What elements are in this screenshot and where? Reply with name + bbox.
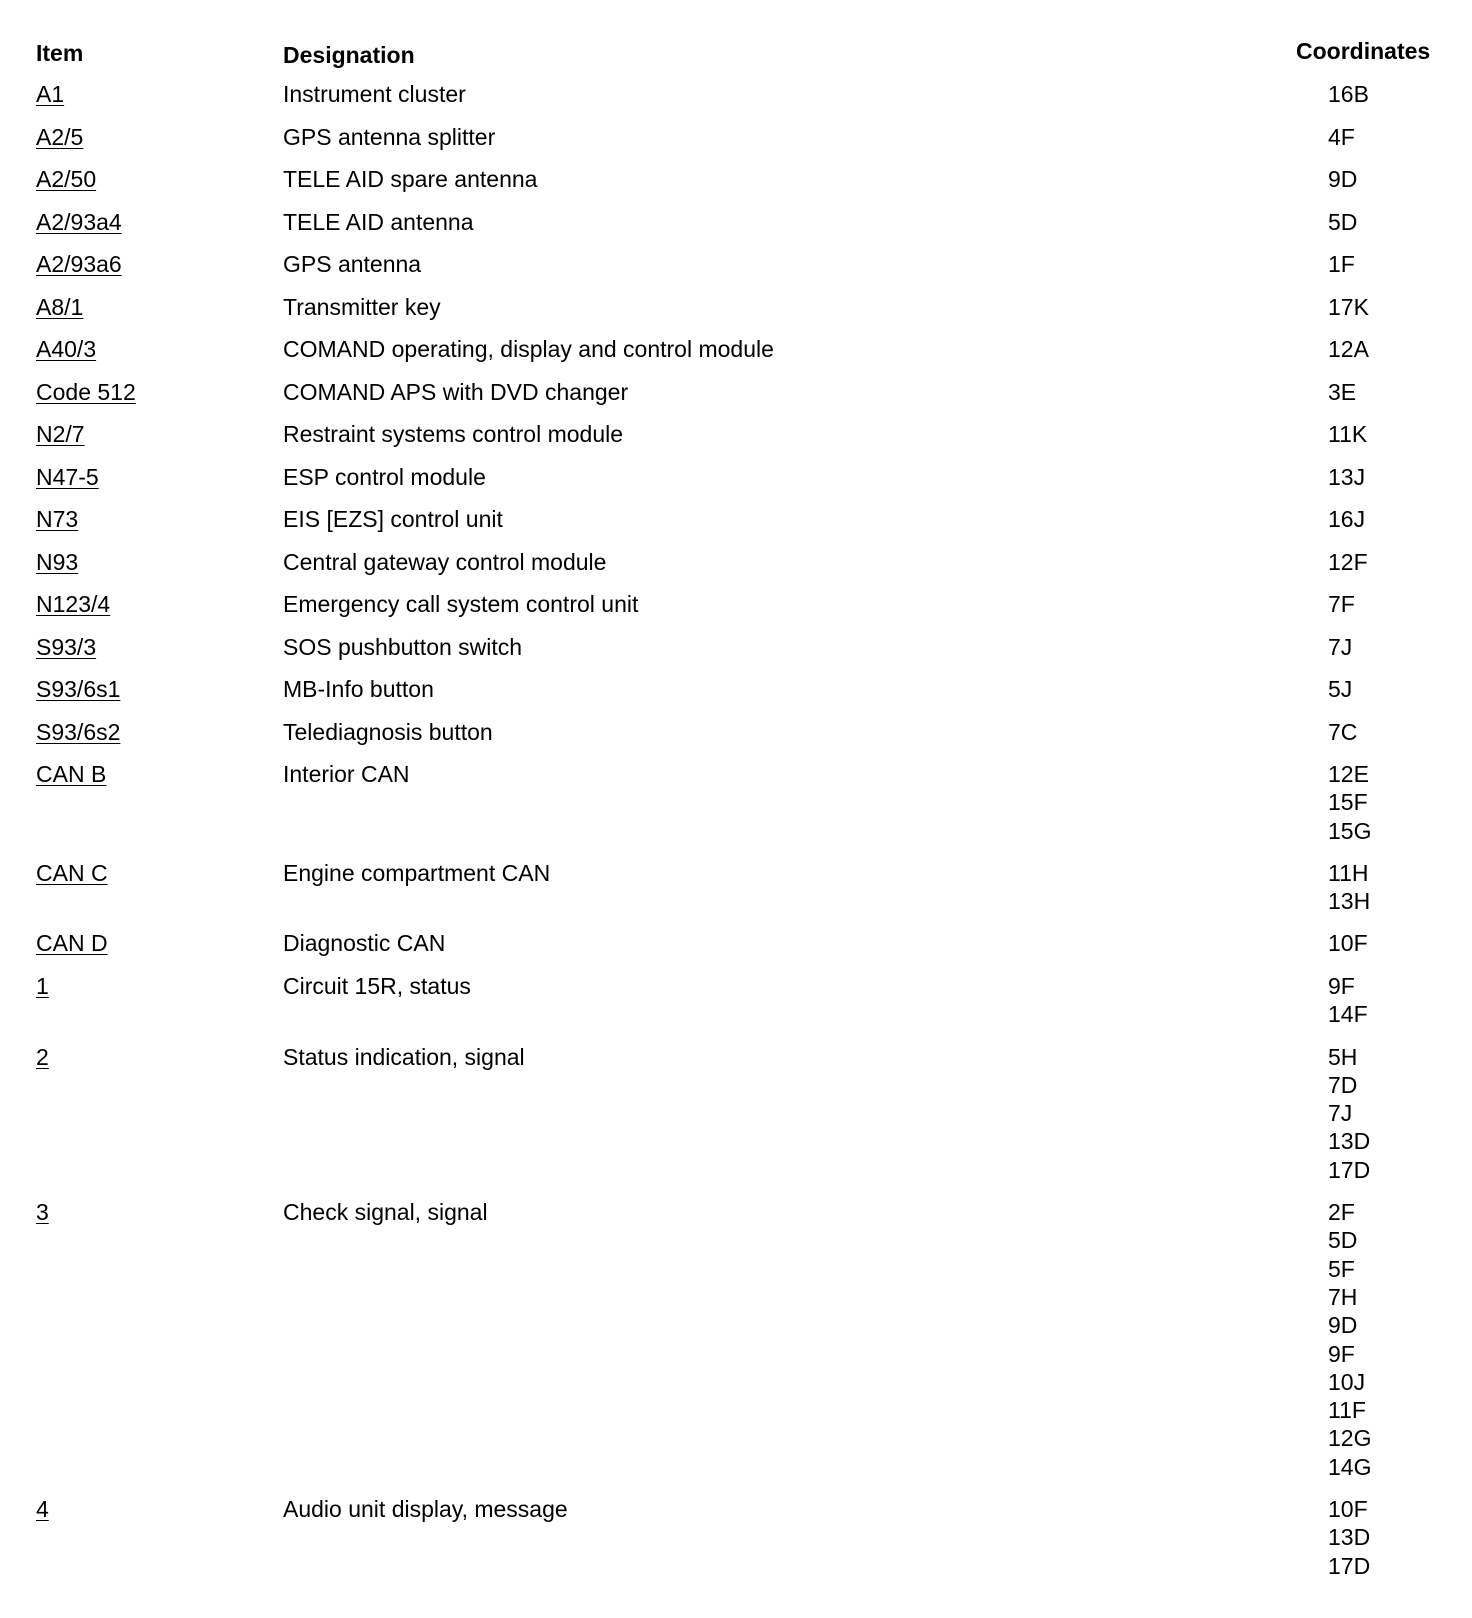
- item-link[interactable]: A40/3: [36, 336, 97, 362]
- coordinate-value: 7C: [1328, 718, 1358, 745]
- item-cell: [36, 859, 108, 887]
- item-cell: [36, 80, 64, 108]
- coordinates-cell: [1328, 420, 1367, 448]
- table-row: [0, 675, 1472, 718]
- item-cell: [36, 675, 120, 703]
- coordinates-cell: [1328, 80, 1369, 108]
- item-link[interactable]: A2/93a4: [36, 208, 122, 235]
- coordinates-cell: [1328, 718, 1357, 746]
- designation-cell: Audio unit display, message: [283, 1496, 568, 1523]
- coordinates-cell: [1328, 633, 1352, 661]
- table-header: [0, 38, 1472, 68]
- designation-cell: Instrument cluster: [283, 81, 466, 107]
- table-row: [0, 1043, 1472, 1199]
- designation-cell: GPS antenna splitter: [283, 123, 496, 150]
- coordinate-value: 16J: [1328, 506, 1366, 532]
- coordinate-value: 12G: [1328, 1425, 1372, 1452]
- item-cell: [36, 208, 122, 236]
- table-row: [0, 420, 1472, 463]
- item-link[interactable]: Code 512: [36, 378, 136, 405]
- item-cell: [36, 929, 108, 957]
- item-link[interactable]: A1: [36, 81, 65, 107]
- coordinate-value: 4F: [1328, 123, 1355, 150]
- item-link[interactable]: 1: [36, 972, 49, 999]
- designation-cell: SOS pushbutton switch: [283, 633, 523, 660]
- coordinate-value: 7F: [1328, 591, 1355, 617]
- item-link[interactable]: N2/7: [36, 421, 85, 447]
- designation-cell: GPS antenna: [283, 251, 422, 277]
- header-designation: Designation: [283, 42, 415, 68]
- item-link[interactable]: 2: [36, 1043, 49, 1070]
- coordinate-value: 12A: [1328, 336, 1369, 362]
- designation-cell: Interior CAN: [283, 761, 410, 787]
- coordinates-cell: [1328, 335, 1369, 363]
- coordinates-cell: [1328, 208, 1357, 236]
- item-cell: [36, 972, 49, 1000]
- item-link[interactable]: A2/50: [36, 166, 97, 192]
- item-cell: [36, 718, 120, 746]
- coordinate-value: 11K: [1328, 421, 1368, 447]
- designation-cell: Engine compartment CAN: [283, 859, 551, 886]
- coordinates-cell: [1328, 463, 1365, 491]
- coordinate-value: 13D: [1328, 1128, 1371, 1155]
- item-link[interactable]: CAN C: [36, 859, 108, 886]
- designation-cell: Telediagnosis button: [283, 718, 493, 745]
- item-cell: [36, 1043, 49, 1071]
- coordinate-value: 10J: [1328, 1368, 1366, 1395]
- coordinate-value: 11F: [1328, 1397, 1366, 1424]
- coordinate-value: 9F: [1328, 1340, 1355, 1367]
- item-link[interactable]: A8/1: [36, 293, 84, 320]
- coordinate-value: 13D: [1328, 1524, 1371, 1551]
- item-link[interactable]: N73: [36, 506, 79, 532]
- coordinate-value: 17D: [1328, 1552, 1371, 1579]
- coordinate-value: 12E: [1328, 761, 1369, 787]
- designation-cell: Circuit 15R, status: [283, 972, 471, 999]
- designation-cell: COMAND APS with DVD changer: [283, 378, 629, 405]
- coordinate-value: 9F: [1328, 972, 1355, 999]
- coordinate-value: 7J: [1328, 633, 1353, 660]
- table-row: [0, 548, 1472, 591]
- legend-table: [0, 80, 1472, 1594]
- item-cell: [36, 505, 78, 533]
- designation-cell: ESP control module: [283, 463, 486, 490]
- coordinates-cell: [1328, 250, 1355, 278]
- item-cell: [36, 760, 106, 788]
- item-cell: [36, 378, 136, 406]
- item-link[interactable]: 4: [36, 1496, 49, 1523]
- item-link[interactable]: CAN D: [36, 930, 108, 957]
- coordinate-value: 2F: [1328, 1199, 1355, 1226]
- coordinates-cell: [1328, 859, 1370, 916]
- item-cell: [36, 590, 110, 618]
- coordinates-cell: [1328, 1198, 1371, 1481]
- designation-cell: COMAND operating, display and control module: [283, 336, 774, 362]
- designation-cell: Status indication, signal: [283, 1043, 525, 1070]
- coordinates-cell: [1328, 1043, 1370, 1184]
- coordinates-cell: [1328, 972, 1368, 1029]
- designation-cell: EIS [EZS] control unit: [283, 506, 503, 532]
- table-row: [0, 633, 1472, 676]
- coordinate-value: 5F: [1328, 1255, 1355, 1282]
- coordinate-value: 17K: [1328, 293, 1369, 320]
- item-cell: [36, 293, 83, 321]
- coordinate-value: 13J: [1328, 463, 1366, 490]
- item-cell: [36, 420, 85, 448]
- designation-cell: Transmitter key: [283, 293, 441, 320]
- coordinates-cell: [1328, 505, 1365, 533]
- coordinate-value: 11H: [1328, 859, 1369, 886]
- coordinate-value: 5H: [1328, 1043, 1358, 1070]
- coordinates-cell: [1328, 123, 1355, 151]
- item-cell: [36, 633, 96, 661]
- coordinate-value: 16B: [1328, 81, 1369, 107]
- coordinates-cell: [1328, 590, 1355, 618]
- designation-cell: TELE AID spare antenna: [283, 166, 538, 192]
- coordinates-cell: [1328, 293, 1369, 321]
- coordinates-cell: [1328, 760, 1371, 845]
- table-row: [0, 165, 1472, 208]
- item-cell: [36, 1495, 49, 1523]
- table-row: [0, 463, 1472, 506]
- item-link[interactable]: S93/6s1: [36, 676, 121, 702]
- designation-cell: MB-Info button: [283, 676, 434, 702]
- table-row: [0, 760, 1472, 859]
- coordinates-cell: [1328, 675, 1352, 703]
- item-cell: [36, 1198, 49, 1226]
- table-row: [0, 972, 1472, 1043]
- coordinate-value: 5D: [1328, 1227, 1358, 1254]
- item-link[interactable]: N47-5: [36, 463, 99, 490]
- header-coordinates: Coordinates: [1296, 38, 1431, 64]
- table-row: [0, 505, 1472, 548]
- designation-cell: Diagnostic CAN: [283, 930, 446, 957]
- coordinate-value: 14F: [1328, 1001, 1368, 1028]
- coordinate-value: 7D: [1328, 1071, 1358, 1098]
- table-row: [0, 123, 1472, 166]
- item-link[interactable]: S93/3: [36, 633, 97, 660]
- coordinates-cell: [1328, 1495, 1370, 1580]
- coordinate-value: 9D: [1328, 166, 1358, 192]
- designation-cell: Check signal, signal: [283, 1199, 488, 1226]
- designation-cell: Central gateway control module: [283, 548, 607, 575]
- header-item: Item: [36, 40, 84, 66]
- table-row: [0, 1495, 1472, 1594]
- table-row: [0, 1198, 1472, 1495]
- item-link[interactable]: S93/6s2: [36, 718, 121, 745]
- item-cell: [36, 463, 99, 491]
- coordinates-cell: [1328, 378, 1356, 406]
- coordinates-cell: [1328, 929, 1368, 957]
- item-cell: [36, 335, 96, 363]
- item-link[interactable]: A2/5: [36, 123, 84, 150]
- coordinate-value: 10F: [1328, 930, 1368, 957]
- item-cell: [36, 123, 83, 151]
- table-row: [0, 929, 1472, 972]
- table-row: [0, 80, 1472, 123]
- coordinate-value: 5D: [1328, 208, 1358, 235]
- coordinate-value: 3E: [1328, 378, 1357, 405]
- item-link[interactable]: A2/93a6: [36, 251, 122, 277]
- item-cell: [36, 250, 122, 278]
- coordinate-value: 12F: [1328, 548, 1368, 575]
- item-link[interactable]: N123/4: [36, 591, 111, 617]
- designation-cell: Restraint systems control module: [283, 421, 624, 447]
- coordinate-value: 7J: [1328, 1100, 1353, 1127]
- item-link[interactable]: N93: [36, 548, 79, 575]
- table-row: [0, 250, 1472, 293]
- coordinate-value: 17D: [1328, 1156, 1371, 1183]
- item-cell: [36, 548, 78, 576]
- coordinates-cell: [1328, 548, 1368, 576]
- coordinate-value: 5J: [1328, 676, 1353, 702]
- designation-cell: TELE AID antenna: [283, 208, 474, 235]
- designation-cell: Emergency call system control unit: [283, 591, 639, 617]
- coordinate-value: 14G: [1328, 1453, 1372, 1480]
- table-row: [0, 859, 1472, 930]
- table-row: [0, 590, 1472, 633]
- table-row: [0, 335, 1472, 378]
- coordinates-cell: [1328, 165, 1357, 193]
- item-cell: [36, 165, 96, 193]
- coordinate-value: 15F: [1328, 789, 1368, 816]
- coordinate-value: 1F: [1328, 251, 1355, 277]
- coordinate-value: 13H: [1328, 888, 1371, 915]
- table-row: [0, 208, 1472, 251]
- item-link[interactable]: CAN B: [36, 761, 107, 787]
- table-row: [0, 378, 1472, 421]
- coordinate-value: 9D: [1328, 1312, 1358, 1339]
- table-row: [0, 293, 1472, 336]
- coordinate-value: 10F: [1328, 1496, 1368, 1523]
- item-link[interactable]: 3: [36, 1199, 49, 1226]
- coordinate-value: 7H: [1328, 1283, 1358, 1310]
- table-row: [0, 718, 1472, 761]
- coordinate-value: 15G: [1328, 817, 1372, 844]
